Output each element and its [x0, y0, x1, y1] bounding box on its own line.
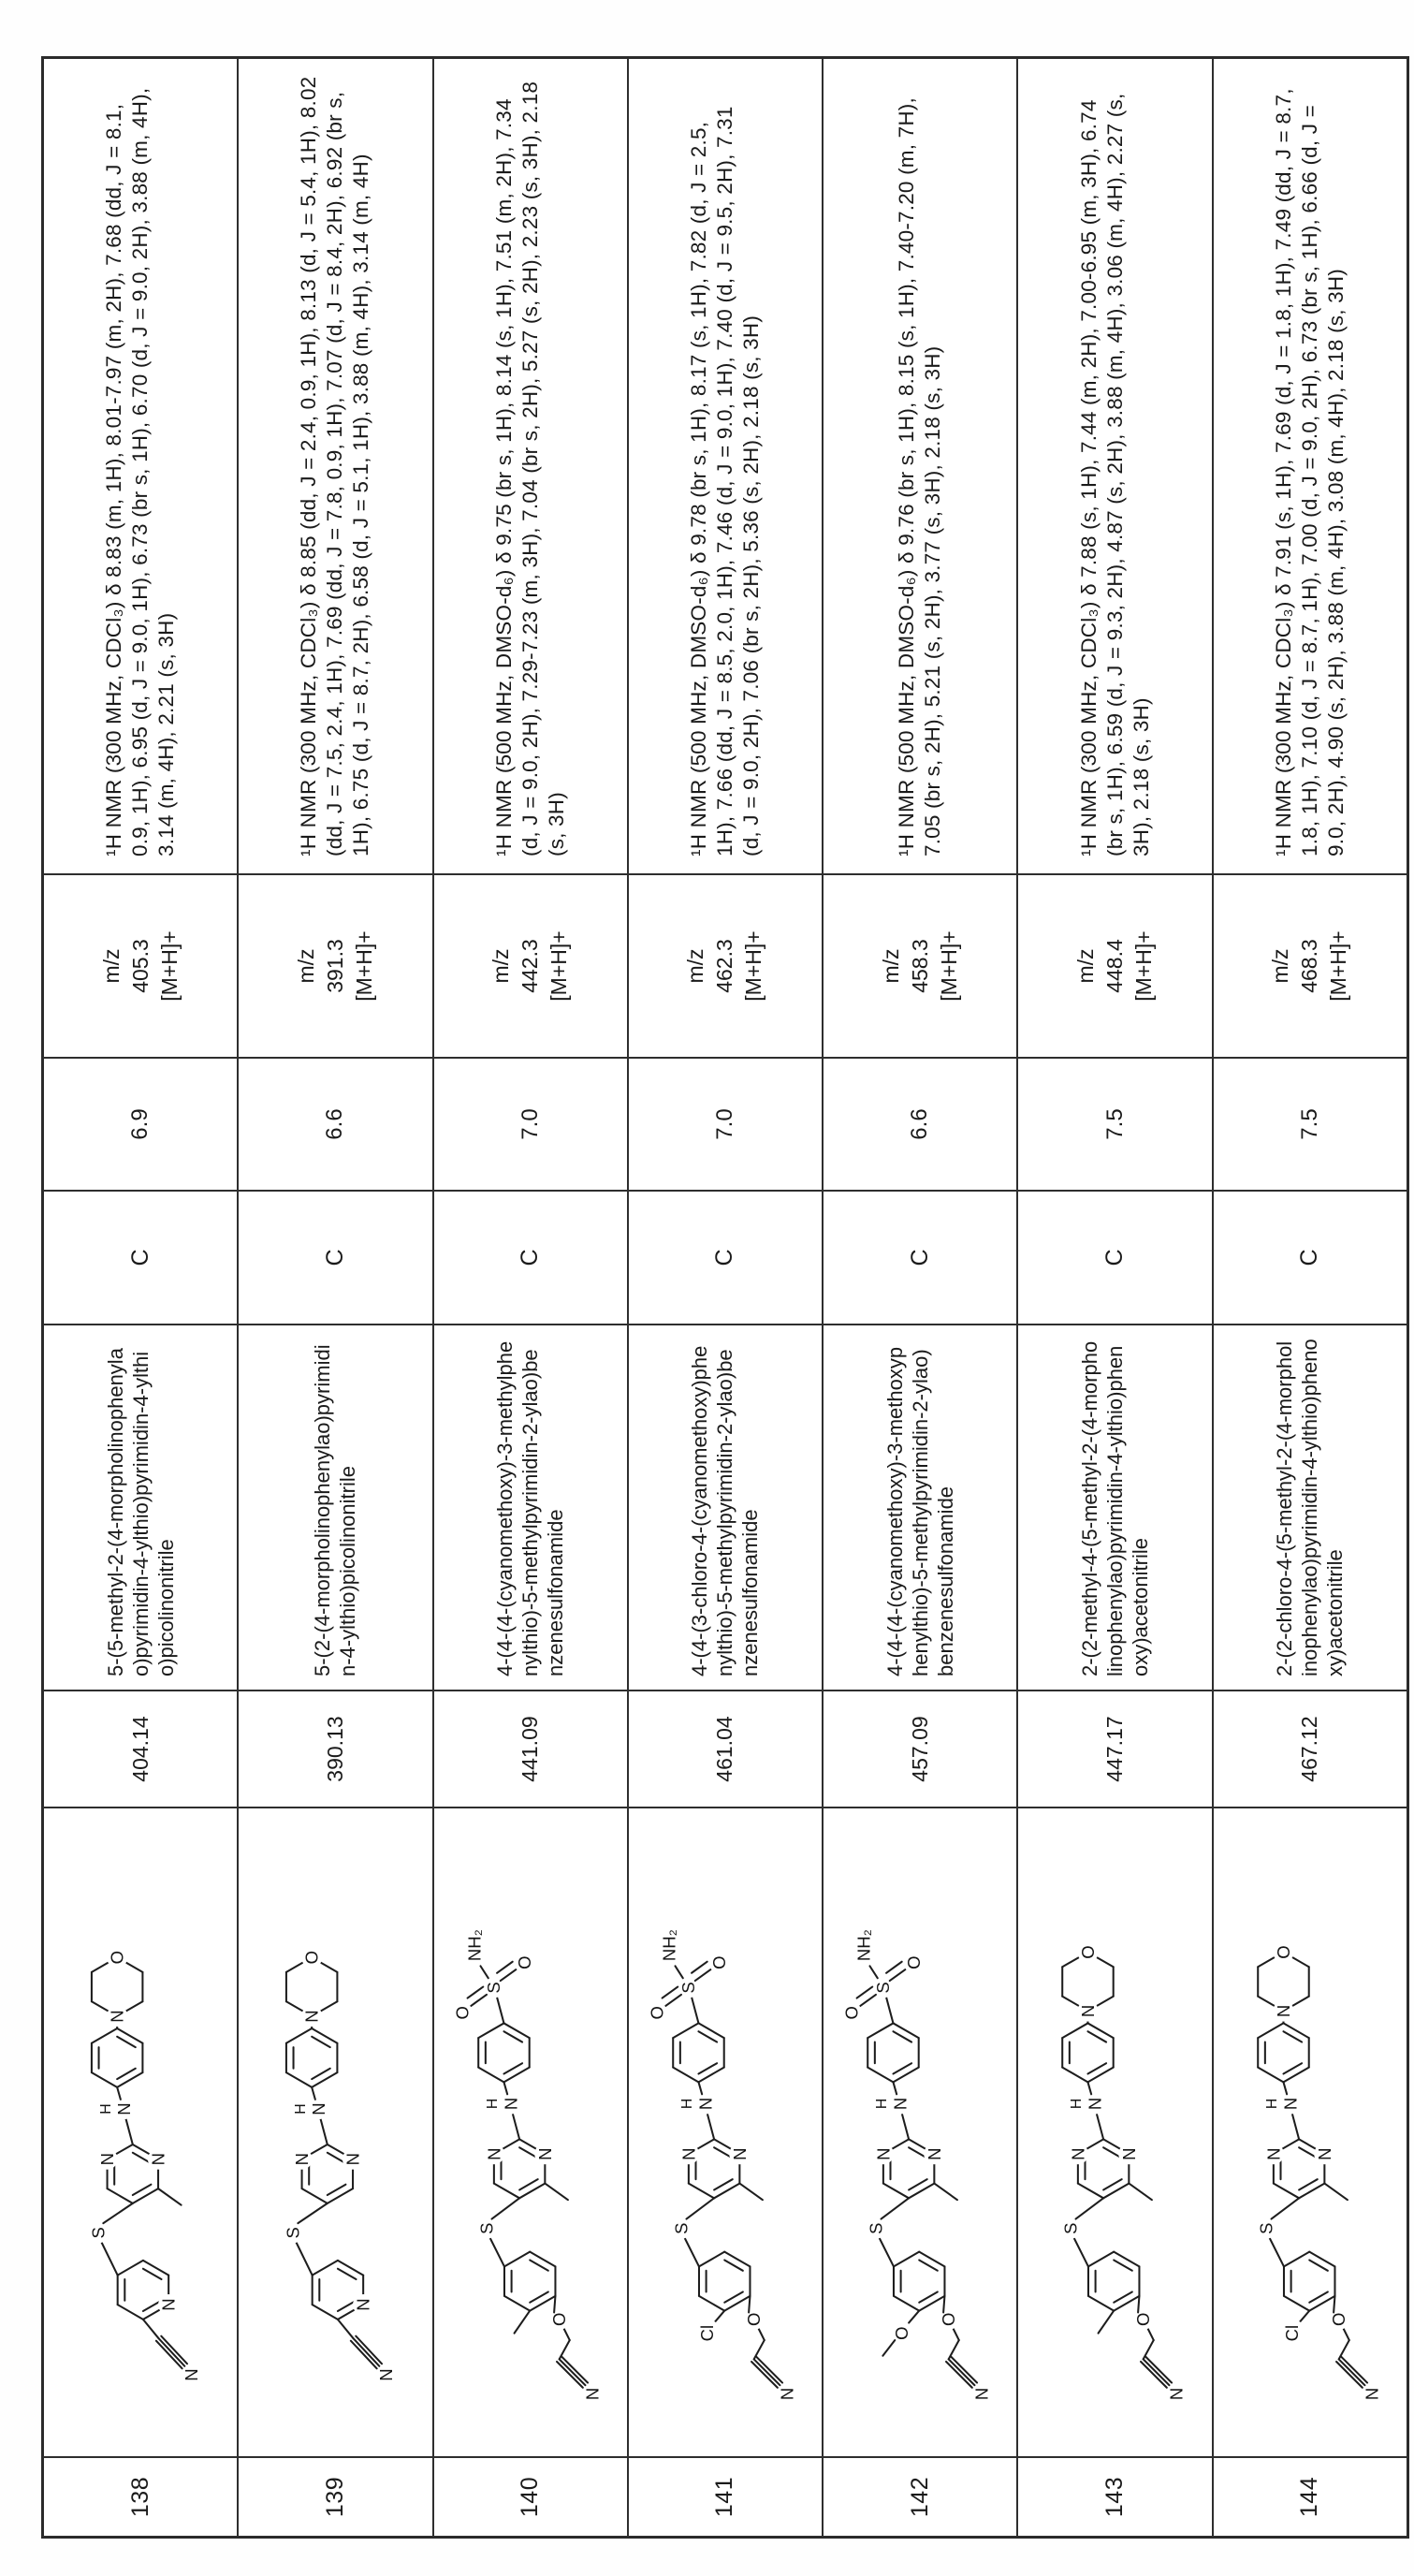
- mz-label: m/z: [683, 948, 708, 984]
- retention-time-cell: 7.5: [1213, 1058, 1407, 1191]
- svg-text:N: N: [1362, 2387, 1382, 2401]
- svg-text:S: S: [475, 2222, 496, 2234]
- svg-text:H: H: [293, 2103, 310, 2115]
- svg-text:Cl: Cl: [1281, 2324, 1302, 2342]
- nmr-cell: ¹H NMR (300 MHz, CDCl₃) δ 7.88 (s, 1H), 7.44 (m, 2H), 7.00-6.95 (m, 3H), 6.74 (br s, 1H), 6.59 (d, J = 9.3, 2H), 4.87 (s, 2H), 3.88 (m, 4H), 3.06 (m, 4H), 2.27 (s, 3H), 2.18 (s, 3H): [1017, 58, 1212, 874]
- mz-value: 391.3: [322, 939, 347, 993]
- mz-label: m/z: [98, 948, 124, 984]
- svg-text:H: H: [678, 2098, 695, 2110]
- svg-text:O: O: [1328, 2312, 1348, 2327]
- structure-image: [1213, 1808, 1407, 2457]
- mz-cell: [1213, 874, 1407, 1058]
- compound-number-cell: 138: [43, 2457, 238, 2537]
- exact-mass-cell: 447.17: [1017, 1690, 1212, 1808]
- svg-text:N: N: [107, 2010, 127, 2023]
- compound-number-cell: 141: [628, 2457, 823, 2537]
- svg-text:N: N: [114, 2102, 135, 2115]
- svg-text:O: O: [841, 2006, 862, 2020]
- structure-image: [43, 1808, 238, 2457]
- exact-mass-cell: 457.09: [823, 1690, 1017, 1808]
- svg-text:N: N: [678, 2147, 699, 2160]
- mz-value: 405.3: [127, 939, 153, 993]
- compound-number-cell: 139: [238, 2457, 432, 2537]
- svg-text:N: N: [1068, 2147, 1088, 2160]
- method-cell: C: [238, 1191, 432, 1325]
- svg-text:O: O: [1273, 1945, 1293, 1959]
- svg-text:S: S: [678, 1982, 698, 1994]
- svg-text:S: S: [1060, 2222, 1081, 2234]
- nmr-cell: ¹H NMR (300 MHz, CDCl₃) δ 8.83 (m, 1H), 8.01-7.97 (m, 2H), 7.68 (dd, J = 8.1, 0.9, 1H), 6.95 (d, J = 9.0, 1H), 6.73 (br s, 1H), 6.70 (d, J = 9.0, 2H), 3.88 (m, 4H), 3.14 (m, 4H), 2.21 (s, 3H): [43, 58, 238, 874]
- svg-text:N: N: [729, 2147, 750, 2160]
- svg-text:N: N: [353, 2298, 373, 2311]
- mz-label: m/z: [488, 948, 514, 984]
- mz-stack: [877, 930, 964, 1001]
- svg-text:N: N: [695, 2097, 716, 2111]
- svg-text:N: N: [873, 2147, 894, 2160]
- exact-mass-cell: 461.04: [628, 1690, 823, 1808]
- svg-text:N: N: [1085, 2097, 1105, 2111]
- method-cell: C: [1017, 1191, 1212, 1325]
- mz-value: 458.3: [907, 939, 932, 993]
- svg-text:N: N: [1166, 2387, 1187, 2401]
- rotated-table: [41, 60, 1406, 2539]
- svg-text:N: N: [890, 2097, 911, 2111]
- mz-ion: [M+H]+: [156, 930, 182, 1002]
- svg-text:N: N: [182, 2368, 202, 2381]
- structure-image: [238, 1808, 432, 2457]
- svg-text:S: S: [1256, 2222, 1276, 2234]
- structure-image: [628, 1808, 823, 2457]
- nmr-cell: ¹H NMR (500 MHz, DMSO-d₆) δ 9.78 (br s, 1H), 8.17 (s, 1H), 7.82 (d, J = 2.5, 1H), 7.66 (dd, J = 8.5, 2.0, 1H), 7.46 (d, J = 9.0, 1H), 7.40 (d, J = 9.5, 2H), 7.31 (d, J = 9.0, 2H), 7.06 (br s, 2H), 5.36 (s, 2H), 2.18 (s, 3H): [628, 58, 823, 874]
- svg-text:N: N: [343, 2152, 363, 2166]
- svg-text:N: N: [292, 2152, 313, 2166]
- svg-text:N: N: [1263, 2147, 1284, 2160]
- svg-text:N: N: [581, 2387, 602, 2401]
- compound-name-cell: 4-(4-(3-chloro-4-(cyanomethoxy)phenylthio)-5-methylpyrimidin-2-ylao)benzenesulfonamide: [628, 1325, 823, 1690]
- mz-cell: [1017, 874, 1212, 1058]
- compound-name-cell: 2-(2-chloro-4-(5-methyl-2-(4-morpholinophenylao)pyrimidin-4-ylthio)phenoxy)acetonitrile: [1213, 1325, 1407, 1690]
- mz-stack: [1071, 930, 1159, 1001]
- svg-text:H: H: [1263, 2098, 1280, 2110]
- mz-value: 468.3: [1297, 939, 1322, 993]
- nmr-cell: ¹H NMR (300 MHz, CDCl₃) δ 7.91 (s, 1H), 7.69 (d, J = 1.8, 1H), 7.49 (dd, J = 8.7, 1.8, 1H), 7.10 (d, J = 8.7, 1H), 7.00 (d, J = 9.0, 2H), 6.73 (br s, 1H), 6.66 (d, J = 9.0, 2H), 4.90 (s, 2H), 3.88 (m, 4H), 3.08 (m, 4H), 2.18 (s, 3H): [1213, 58, 1407, 874]
- svg-text:O: O: [1133, 2312, 1154, 2327]
- svg-text:N: N: [971, 2387, 992, 2401]
- svg-text:O: O: [301, 1950, 322, 1965]
- retention-time-cell: 7.5: [1017, 1058, 1212, 1191]
- retention-time-cell: 6.9: [43, 1058, 238, 1191]
- exact-mass-cell: 404.14: [43, 1690, 238, 1808]
- svg-text:NH₂: NH₂: [464, 1929, 485, 1962]
- mz-cell: [823, 874, 1017, 1058]
- exact-mass-cell: 441.09: [433, 1690, 628, 1808]
- svg-text:N: N: [777, 2387, 797, 2401]
- svg-text:O: O: [708, 1955, 729, 1969]
- mz-stack: [1266, 930, 1353, 1001]
- structure-image: [433, 1808, 628, 2457]
- compound-name-cell: 4-(4-(4-(cyanomethoxy)-3-methoxyphenylthio)-5-methylpyrimidin-2-ylao)benzenesulfonamide: [823, 1325, 1017, 1690]
- svg-text:N: N: [158, 2298, 179, 2311]
- svg-text:O: O: [744, 2312, 765, 2327]
- mz-stack: [487, 930, 574, 1001]
- mz-cell: [628, 874, 823, 1058]
- svg-text:N: N: [301, 2010, 322, 2023]
- svg-text:N: N: [1280, 2097, 1301, 2111]
- svg-text:N: N: [376, 2368, 397, 2381]
- mz-stack: [681, 930, 768, 1001]
- mz-cell: [43, 874, 238, 1058]
- retention-time-cell: 7.0: [433, 1058, 628, 1191]
- nmr-cell: ¹H NMR (500 MHz, DMSO-d₆) δ 9.76 (br s, 1H), 8.15 (s, 1H), 7.40-7.20 (m, 7H), 7.05 (br s, 2H), 5.21 (s, 2H), 3.77 (s, 3H), 2.18 (s, 3H): [823, 58, 1017, 874]
- svg-text:S: S: [671, 2222, 692, 2234]
- method-cell: C: [1213, 1191, 1407, 1325]
- svg-text:H: H: [874, 2098, 891, 2110]
- nmr-cell: ¹H NMR (300 MHz, CDCl₃) δ 8.85 (dd, J = 2.4, 0.9, 1H), 8.13 (d, J = 5.4, 1H), 8.02 (dd, J = 7.5, 2.4, 1H), 7.69 (dd, J = 7.8, 0.9, 1H), 7.07 (d, J = 8.4, 2H), 6.92 (br s, 1H), 6.75 (d, J = 8.7, 2H), 6.58 (d, J = 5.1, 1H), 3.88 (m, 4H), 3.14 (m, 4H): [238, 58, 432, 874]
- mz-label: m/z: [1073, 948, 1099, 984]
- exact-mass-cell: 467.12: [1213, 1690, 1407, 1808]
- svg-text:N: N: [97, 2152, 118, 2166]
- svg-text:N: N: [534, 2147, 555, 2160]
- svg-text:N: N: [1273, 2004, 1293, 2018]
- structure-image: [1017, 1808, 1212, 2457]
- svg-text:N: N: [483, 2147, 503, 2160]
- mz-label: m/z: [1268, 948, 1293, 984]
- svg-text:O: O: [647, 2006, 667, 2020]
- mz-ion: [M+H]+: [936, 930, 961, 1002]
- compound-name-cell: 4-(4-(4-(cyanomethoxy)-3-methylphenylthio)-5-methylpyrimidin-2-ylao)benzenesulfonamide: [433, 1325, 628, 1690]
- svg-text:N: N: [500, 2097, 520, 2111]
- svg-text:H: H: [97, 2103, 114, 2115]
- method-cell: C: [823, 1191, 1017, 1325]
- mz-value: 442.3: [517, 939, 543, 993]
- svg-text:O: O: [1078, 1945, 1099, 1959]
- svg-text:S: S: [88, 2227, 109, 2239]
- svg-text:N: N: [1119, 2147, 1140, 2160]
- mz-ion: [M+H]+: [1131, 930, 1157, 1002]
- svg-text:N: N: [1314, 2147, 1334, 2160]
- method-cell: C: [43, 1191, 238, 1325]
- structure-image: [823, 1808, 1017, 2457]
- compound-name-cell: 5-(5-methyl-2-(4-morpholinophenylao)pyrimidin-4-ylthio)pyrimidin-4-ylthio)picolinonitrile: [43, 1325, 238, 1690]
- retention-time-cell: 7.0: [628, 1058, 823, 1191]
- svg-text:H: H: [1069, 2098, 1086, 2110]
- compound-name-cell: 5-(2-(4-morpholinophenylao)pyrimidin-4-ylthio)picolinonitrile: [238, 1325, 432, 1690]
- mz-ion: [M+H]+: [741, 930, 766, 1002]
- method-cell: C: [628, 1191, 823, 1325]
- svg-text:N: N: [148, 2152, 168, 2166]
- mz-ion: [M+H]+: [1326, 930, 1351, 1002]
- mz-label: m/z: [878, 948, 903, 984]
- svg-text:N: N: [309, 2102, 329, 2115]
- mz-ion: [M+H]+: [351, 930, 376, 1002]
- mz-ion: [M+H]+: [547, 930, 572, 1002]
- svg-text:O: O: [892, 2326, 912, 2340]
- mz-value: 448.4: [1102, 939, 1128, 993]
- method-cell: C: [433, 1191, 628, 1325]
- retention-time-cell: 6.6: [238, 1058, 432, 1191]
- compound-table: [41, 56, 1409, 2539]
- svg-text:H: H: [484, 2098, 501, 2110]
- svg-text:O: O: [107, 1950, 127, 1965]
- svg-text:S: S: [866, 2222, 886, 2234]
- svg-text:O: O: [939, 2312, 959, 2327]
- compound-name-cell: 2-(2-methyl-4-(5-methyl-2-(4-morpholinophenylao)pyrimidin-4-ylthio)phenoxy)acetonitrile: [1017, 1325, 1212, 1690]
- svg-text:Cl: Cl: [697, 2324, 718, 2342]
- svg-text:NH₂: NH₂: [853, 1929, 874, 1962]
- mz-stack: [97, 930, 184, 1001]
- svg-text:O: O: [452, 2006, 473, 2020]
- svg-text:NH₂: NH₂: [659, 1929, 679, 1962]
- svg-text:O: O: [514, 1955, 534, 1969]
- svg-text:S: S: [283, 2227, 303, 2239]
- mz-cell: [238, 874, 432, 1058]
- mz-cell: [433, 874, 628, 1058]
- mz-stack: [292, 930, 379, 1001]
- svg-text:O: O: [548, 2312, 569, 2327]
- exact-mass-cell: 390.13: [238, 1690, 432, 1808]
- nmr-cell: ¹H NMR (500 MHz, DMSO-d₆) δ 9.75 (br s, 1H), 8.14 (s, 1H), 7.51 (m, 2H), 7.34 (d, J = 9.0, 2H), 7.29-7.23 (m, 3H), 7.04 (br s, 2H), 5.27 (s, 2H), 2.23 (s, 3H), 2.18 (s, 3H): [433, 58, 628, 874]
- svg-text:N: N: [1078, 2004, 1099, 2018]
- compound-number-cell: 140: [433, 2457, 628, 2537]
- compound-number-cell: 143: [1017, 2457, 1212, 2537]
- svg-text:S: S: [872, 1982, 893, 1994]
- svg-text:N: N: [924, 2147, 944, 2160]
- mz-value: 462.3: [712, 939, 737, 993]
- svg-text:S: S: [483, 1982, 503, 1994]
- compound-number-cell: 142: [823, 2457, 1017, 2537]
- mz-label: m/z: [293, 948, 318, 984]
- compound-number-cell: 144: [1213, 2457, 1407, 2537]
- svg-text:O: O: [904, 1955, 925, 1969]
- retention-time-cell: 6.6: [823, 1058, 1017, 1191]
